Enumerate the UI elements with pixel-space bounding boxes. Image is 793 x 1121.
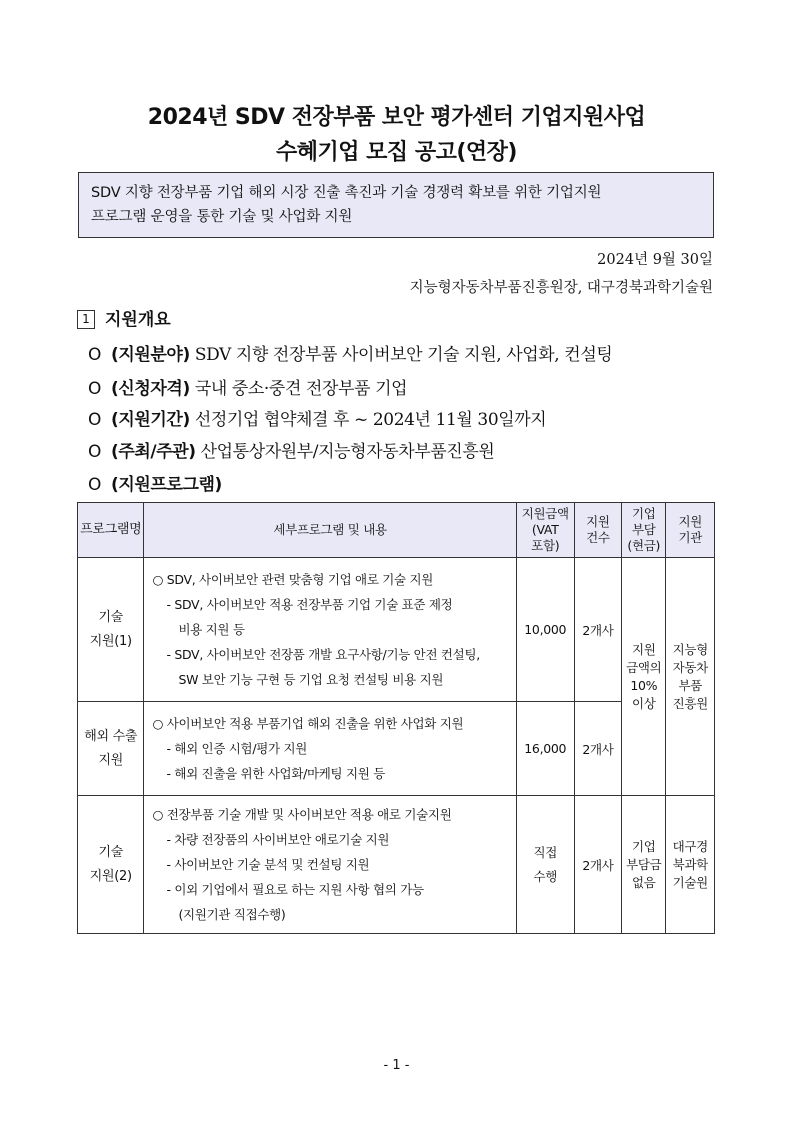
detail-line: - 사이버보안 기술 분석 및 컨설팅 지원 xyxy=(166,857,370,872)
bullet-host xyxy=(88,437,494,462)
support-program-table xyxy=(77,502,715,934)
org-line: 기술원 xyxy=(672,874,708,890)
detail-line: - SDV, 사이버보안 전장품 개발 요구사항/기능 안전 컨설팅, xyxy=(166,647,480,662)
header-amount xyxy=(516,503,574,558)
header-share-line: 기업 xyxy=(631,506,656,521)
company-share xyxy=(622,796,666,934)
detail-line: - 이외 기업에서 필요로 하는 지원 사항 협의 가능 xyxy=(166,882,424,897)
bullet-value: 산업통상자원부/지능형자동차부품진흥원 xyxy=(200,442,495,462)
section-heading xyxy=(77,305,171,330)
header-count-line: 지원 xyxy=(586,514,610,529)
table-header-row xyxy=(78,503,715,558)
support-org xyxy=(666,796,715,934)
header-support-org xyxy=(666,503,715,558)
amount-line: 수행 xyxy=(533,868,558,884)
support-count: 2개사 xyxy=(574,702,621,796)
share-line: 이상 xyxy=(631,695,656,711)
company-share xyxy=(622,558,666,796)
bullet-value: SDV 지향 전장부품 사이버보안 기술 지원, 사업화, 컨설팅 xyxy=(194,345,613,365)
detail-line: ○ SDV, 사이버보안 관련 맞춤형 기업 애로 기술 지원 xyxy=(152,572,434,587)
summary-line-1: SDV 지향 전장부품 기업 해외 시장 진출 촉진과 기술 경쟁력 확보를 위한 기업지원 xyxy=(91,185,602,201)
org-line: 북과학 xyxy=(672,856,708,872)
header-amount-line: 지원금액 xyxy=(521,506,569,521)
support-amount xyxy=(516,796,574,934)
header-detail: 세부프로그램 및 내용 xyxy=(144,503,516,558)
org-line: 부품 xyxy=(678,677,702,693)
announcing-organizations: 지능형자동차부품진흥원장, 대구경북과학기술원 xyxy=(409,280,713,296)
program-name-line: 지원(1) xyxy=(89,633,132,649)
support-amount: 10,000 xyxy=(516,558,574,702)
share-line: 10% xyxy=(630,677,658,693)
bullet-mark: O xyxy=(88,442,101,462)
section-number: 1 xyxy=(77,310,95,329)
header-share-line: 부담 xyxy=(631,522,656,537)
header-count xyxy=(574,503,621,558)
share-line: 기업 xyxy=(631,838,656,854)
program-detail xyxy=(144,796,516,934)
header-amount-line: 포함) xyxy=(531,538,560,553)
header-share-line: (현금) xyxy=(627,538,661,553)
detail-line: - 해외 진출을 위한 사업화/마케팅 지원 등 xyxy=(166,766,386,781)
support-org xyxy=(666,558,715,796)
detail-line: - 차량 전장품의 사이버보안 애로기술 지원 xyxy=(166,832,390,847)
announcement-date: 2024년 9월 30일 xyxy=(597,252,713,268)
detail-line: - SDV, 사이버보안 적용 전장부품 기업 기술 표준 제정 xyxy=(166,597,453,612)
program-name-line: 기술 xyxy=(98,609,123,625)
header-org-line: 기관 xyxy=(678,530,702,545)
summary-line-2: 프로그램 운영을 통한 기술 및 사업화 지원 xyxy=(91,209,353,225)
program-name xyxy=(78,796,144,934)
org-line: 진흥원 xyxy=(672,695,708,711)
program-detail xyxy=(144,702,516,796)
share-line: 부담금 xyxy=(626,856,662,872)
bullet-support-field xyxy=(88,340,612,365)
support-amount: 16,000 xyxy=(516,702,574,796)
summary-box xyxy=(78,172,714,238)
bullet-key: (주최/주관) xyxy=(110,442,196,462)
table-row xyxy=(78,558,715,702)
detail-line: ○ 전장부품 기술 개발 및 사이버보안 적용 애로 기술지원 xyxy=(152,807,452,822)
detail-line: 비용 지원 등 xyxy=(178,622,245,637)
bullet-value: 선정기업 협약체결 후 ~ 2024년 11월 30일까지 xyxy=(194,410,547,430)
bullet-mark: O xyxy=(88,345,101,365)
header-org-line: 지원 xyxy=(678,514,702,529)
support-count: 2개사 xyxy=(574,796,621,934)
page-number: - 1 - xyxy=(383,1058,410,1073)
bullet-key: (지원기간) xyxy=(110,410,190,430)
header-count-line: 건수 xyxy=(586,530,610,545)
share-line: 없음 xyxy=(631,874,656,890)
program-name-line: 해외 수출 xyxy=(84,728,138,744)
org-line: 자동차 xyxy=(672,659,708,675)
support-count: 2개사 xyxy=(574,558,621,702)
bullet-key: (신청자격) xyxy=(110,379,190,399)
share-line: 금액의 xyxy=(626,659,662,675)
bullet-mark: O xyxy=(88,475,101,495)
detail-line: ○ 사이버보안 적용 부품기업 해외 진출을 위한 사업화 지원 xyxy=(152,716,464,731)
amount-line: 직접 xyxy=(533,844,558,860)
detail-line: SW 보안 기능 구현 등 기업 요청 컨설팅 비용 지원 xyxy=(178,672,444,687)
table-row xyxy=(78,702,715,796)
table-row xyxy=(78,796,715,934)
org-line: 대구경 xyxy=(672,838,708,854)
page-title-line-1: 2024년 SDV 전장부품 보안 평가센터 기업지원사업 xyxy=(147,105,646,130)
program-name-line: 지원(2) xyxy=(89,868,132,884)
bullet-support-program xyxy=(88,470,222,495)
detail-line: (지원기관 직접수행) xyxy=(178,907,286,922)
bullet-mark: O xyxy=(88,379,101,399)
header-program-name: 프로그램명 xyxy=(78,503,144,558)
detail-line: - 해외 인증 시험/평가 지원 xyxy=(166,741,308,756)
section-title: 지원개요 xyxy=(105,310,171,330)
program-name-line: 지원 xyxy=(98,752,123,768)
header-amount-line: (VAT xyxy=(531,522,559,537)
page-title-line-2: 수혜기업 모집 공고(연장) xyxy=(276,140,517,165)
bullet-value: 국내 중소·중견 전장부품 기업 xyxy=(194,379,408,399)
program-name xyxy=(78,558,144,702)
program-name xyxy=(78,702,144,796)
bullet-support-period xyxy=(88,405,546,430)
bullet-mark: O xyxy=(88,410,101,430)
bullet-key: (지원분야) xyxy=(110,345,190,365)
org-line: 지능형 xyxy=(672,641,708,657)
bullet-eligibility xyxy=(88,374,407,399)
share-line: 지원 xyxy=(631,641,656,657)
header-company-share xyxy=(622,503,666,558)
bullet-key: (지원프로그램) xyxy=(110,475,222,495)
program-detail xyxy=(144,558,516,702)
program-name-line: 기술 xyxy=(98,844,123,860)
